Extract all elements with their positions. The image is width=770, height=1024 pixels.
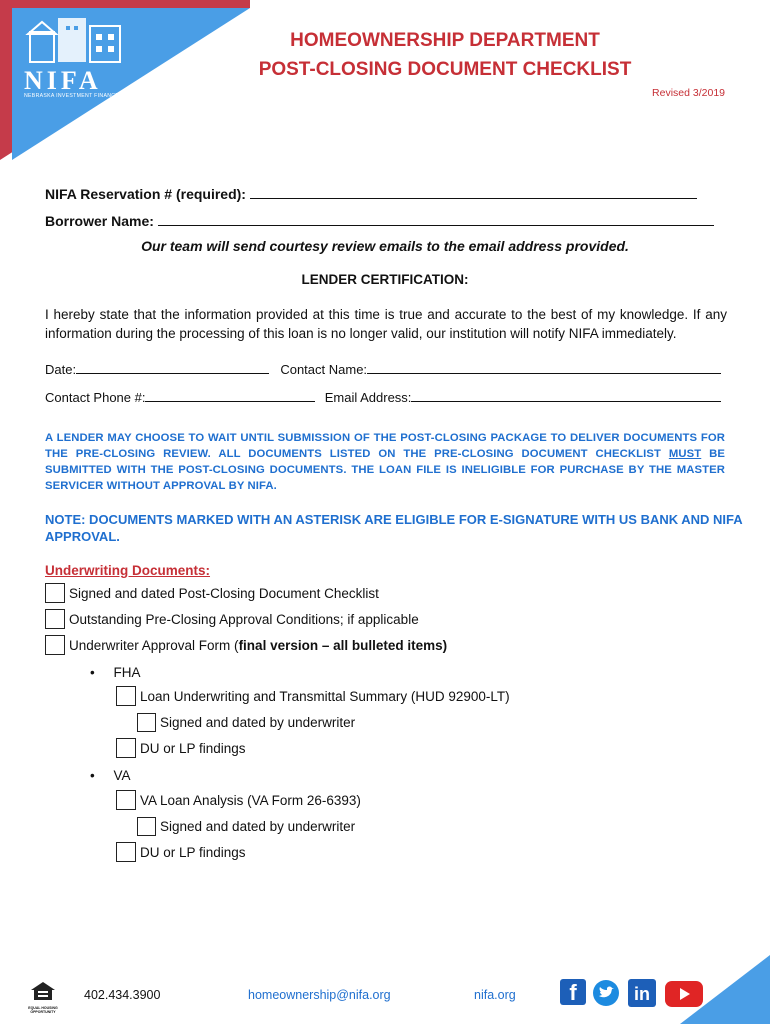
checklist-item: [45, 609, 419, 629]
fha-label: FHA: [113, 665, 141, 680]
youtube-icon[interactable]: [664, 980, 704, 1008]
facebook-icon[interactable]: f: [560, 979, 586, 1005]
checkbox[interactable]: [137, 713, 156, 732]
linkedin-icon[interactable]: in: [628, 979, 656, 1007]
equal-housing-icon: [30, 981, 56, 1001]
checkbox[interactable]: [45, 583, 65, 603]
item-label: DU or LP findings: [140, 844, 246, 860]
item-label: Signed and dated by underwriter: [160, 714, 356, 730]
item-label: Signed and dated Post-Closing Document Checklist: [69, 585, 379, 601]
phone-email-row: [45, 387, 721, 405]
va-label: VA: [113, 768, 131, 783]
revised-date: Revised 3/2019: [652, 87, 725, 99]
page-subtitle: POST-CLOSING DOCUMENT CHECKLIST: [258, 59, 632, 80]
logo-subtitle: NEBRASKA INVESTMENT FINANCE AUTHORITY: [24, 93, 154, 99]
checkbox[interactable]: [45, 609, 65, 629]
item-label: VA Loan Analysis (VA Form 26-6393): [140, 792, 361, 808]
footer-email-link[interactable]: homeownership@nifa.org: [248, 988, 391, 1002]
item-label: Outstanding Pre-Closing Approval Conditions; if applicable: [69, 611, 419, 627]
item-label: Signed and dated by underwriter: [160, 818, 356, 834]
page-title: HOMEOWNERSHIP DEPARTMENT: [290, 30, 600, 51]
footer-phone[interactable]: 402.434.3900: [84, 988, 161, 1002]
checkbox[interactable]: [137, 817, 156, 836]
checkbox[interactable]: [116, 790, 136, 810]
reservation-field[interactable]: [45, 184, 697, 202]
borrower-input-line[interactable]: [158, 211, 714, 226]
item-label: Underwriter Approval Form (: [69, 637, 239, 653]
certification-statement: I hereby state that the information provided at this time is true and accurate to the best of my knowledge. If any information during the processing of this loan is no longer valid, our institution will notify NIFA immediately.: [45, 307, 727, 341]
equal-housing-label: EQUAL HOUSING OPPORTUNITY: [28, 1006, 58, 1014]
date-contact-row: [45, 359, 721, 377]
esignature-note: NOTE: DOCUMENTS MARKED WITH AN ASTERISK ARE ELIGIBLE FOR E-SIGNATURE WITH US BANK AND NIFA APPROVAL.: [45, 512, 743, 544]
checklist-item: [116, 842, 246, 862]
item-label-bold: final version – all bulleted items): [238, 637, 448, 653]
equal-housing-logo: [27, 981, 59, 1014]
footer-website-link[interactable]: nifa.org: [474, 988, 516, 1002]
courtesy-notice: Our team will send courtesy review emails to the email address provided.: [141, 238, 629, 254]
checklist-item: [116, 790, 361, 810]
certification-heading: LENDER CERTIFICATION:: [301, 272, 469, 287]
checkbox[interactable]: [45, 635, 65, 655]
warning-text-1: A LENDER MAY CHOOSE TO WAIT UNTIL SUBMISSION OF THE POST-CLOSING PACKAGE TO DELIVER DOCUMENTS FOR THE PRE-CLOSING REVIEW. ALL DOCUMENTS LISTED ON THE PRE-CLOSING DOCUMENT CHECKLIST: [45, 432, 725, 460]
borrower-label: Borrower Name:: [45, 213, 154, 229]
checkbox[interactable]: [116, 686, 136, 706]
checklist-item: [116, 738, 246, 758]
date-label: Date:: [45, 362, 77, 377]
email-input-line[interactable]: [411, 387, 721, 402]
checklist-item: [45, 635, 447, 655]
item-label: DU or LP findings: [140, 740, 246, 756]
nifa-logo: [20, 14, 154, 99]
checkbox[interactable]: [116, 738, 136, 758]
contact-name-input-line[interactable]: [367, 359, 721, 374]
reservation-label: NIFA Reservation # (required):: [45, 186, 246, 202]
checklist-item: [116, 686, 510, 706]
logo-name: NIFA: [24, 66, 102, 95]
checklist-item: [137, 816, 355, 836]
item-label: Loan Underwriting and Transmittal Summary (HUD 92900-LT): [140, 688, 510, 704]
date-input-line[interactable]: [76, 359, 269, 374]
email-label: Email Address:: [324, 390, 412, 405]
va-bullet: • VA: [90, 768, 131, 783]
underwriting-heading: Underwriting Documents:: [45, 563, 211, 578]
fha-bullet: • FHA: [90, 665, 141, 680]
borrower-field[interactable]: [45, 211, 714, 229]
checkbox[interactable]: [116, 842, 136, 862]
checklist-item: [45, 583, 379, 603]
contact-phone-input-line[interactable]: [145, 387, 315, 402]
reservation-input-line[interactable]: [250, 184, 697, 199]
warning-text-2: BE SUBMITTED WITH THE POST-CLOSING DOCUMENTS. THE LOAN FILE IS INELIGIBLE FOR PURCHASE BY THE MASTER SERVICER WITHOUT APPROVAL BY NIFA.: [45, 448, 725, 492]
contact-name-label: Contact Name:: [280, 362, 368, 377]
lender-warning: [45, 430, 725, 494]
twitter-icon[interactable]: [592, 979, 620, 1007]
checklist-item: [137, 712, 355, 732]
contact-phone-label: Contact Phone #:: [45, 390, 146, 405]
warning-must: MUST: [668, 448, 702, 460]
